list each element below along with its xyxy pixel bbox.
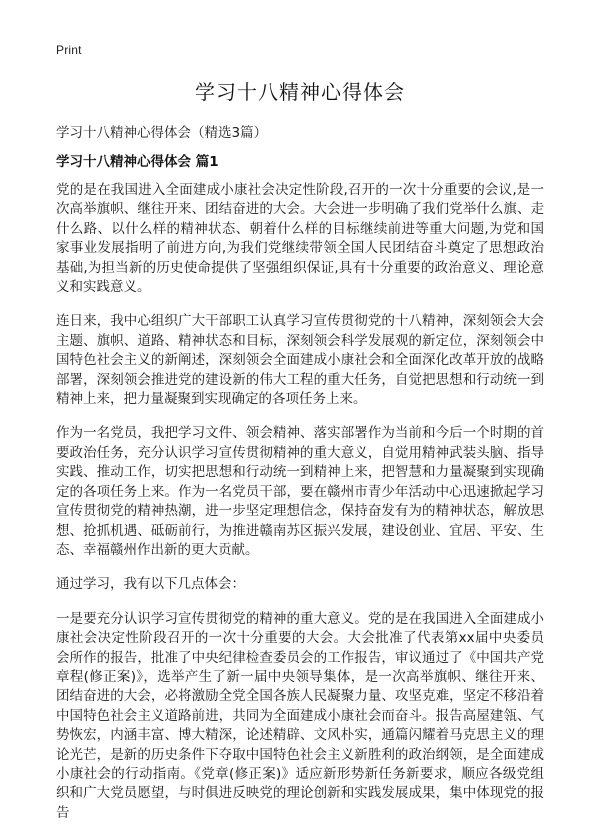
paragraph-5: 一是要充分认识学习宣传贯彻党的精神的重大意义。党的是在我国进入全面建成小康社会决定性阶段召开的一次十分重要的大会。大会批准了代表第xx届中央委员会所作的报告，批准了中央纪律检查委员会的工作报告，审议通过了《中国共产党章程(修正案)》，选举产生了新一届中央领导集体，是一次高举旗帜、继往开来、团结奋进的大会，必将激励全党全国各族人民凝聚力量、攻坚克难，坚定不移沿着中国特色社会主义道路前进，共同为全面建成小康社会而奋斗。报告高屋建瓴、气势恢宏，内涵丰富、博大精深，论述精辟、文风朴实，通篇闪耀着马克思主义的理论光芒，是新的历史条件下夺取中国特色社会主义新胜利的政治纲领，是全面建成小康社会的行动指南。《党章(修正案)》适应新形势新任务新要求，顺应各级党组织和广大党员愿望，与时俱进反映党的理论创新和实践发展成果，集中体现党的报告 (56, 610, 544, 821)
section-heading: 学习十八精神心得体会 篇1 (56, 154, 219, 170)
paragraph-3: 作为一名党员，我把学习文件、领会精神、落实部署作为当前和今后一个时期的首要政治任务，充分认识学习宣传贯彻精神的重大意义，自觉用精神武装头脑、指导实践、推动工作，切实把思想和行动统一到精神上来，把智慧和力量凝聚到实现确定的各项任务上来。作为一名党员干部，要在赣州市青少年活动中心迅速掀起学习宣传贯彻党的精神热潮，进一步坚定理想信念，保持奋发有为的精神状态，解放思想、抢抓机遇、砥砺前行，为推进赣南苏区振兴发展，建设创业、宜居、平安、生态、幸福赣州作出新的更大贡献。 (56, 425, 544, 558)
paragraph-2: 连日来，我中心组织广大干部职工认真学习宣传贯彻党的十八精神，深刻领会大会主题、旗帜、道路、精神状态和目标，深刻领会科学发展观的新定位，深刻领会中国特色社会主义的新阐述，深刻领会全面建成小康社会和全面深化改革开放的战略部署，深刻领会推进党的建设新的伟大工程的重大任务，自觉把思想和行动统一到精神上来，把力量凝聚到实现确定的各项任务上来。 (56, 313, 544, 408)
document-subtitle: 学习十八精神心得体会（精选3篇） (56, 125, 268, 141)
paragraph-1: 党的是在我国进入全面建成小康社会决定性阶段,召开的一次十分重要的会议,是一次高举旗帜、继往开来、团结奋进的大会。大会进一步明确了我们党举什么旗、走什么路、以什么样的精神状态、朝着什么样的目标继续前进等重大问题,为党和国家事业发展指明了前进方向,为我们党继续带领全国人民团结奋斗奠定了思想政治基础,为担当新的历史使命提供了坚强组织保证,具有十分重要的政治意义、理论意义和实践意义。 (56, 182, 544, 296)
print-label[interactable]: Print (56, 43, 82, 57)
page-title: 学习十八精神心得体会 (195, 80, 405, 104)
paragraph-4: 通过学习，我有以下几点体会： (56, 576, 245, 593)
article-body (56, 181, 544, 838)
